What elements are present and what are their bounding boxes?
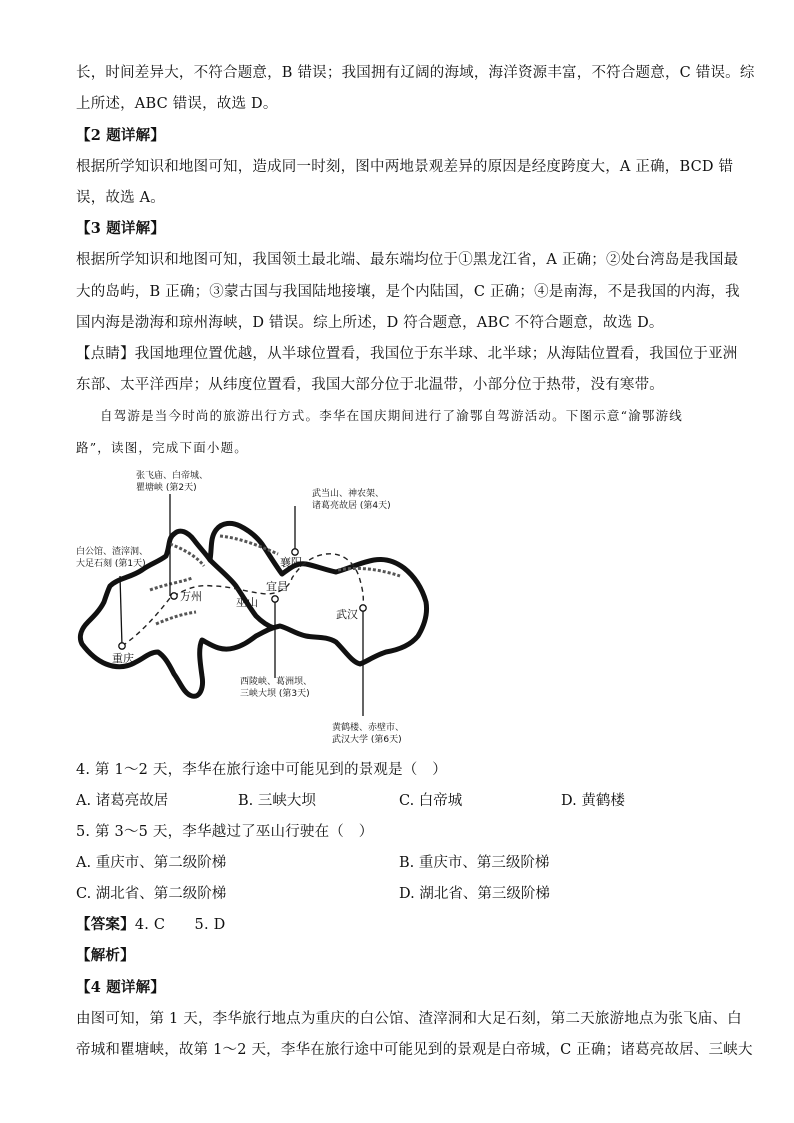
city-label-chongqing: 重庆 — [112, 652, 134, 665]
callout-day4: 诸葛亮故居 (第4天) — [312, 501, 391, 511]
city-marker-xiangyang — [292, 549, 298, 555]
question-intro: 自驾游是当今时尚的旅游出行方式。李华在国庆期间进行了渝鄂自驾游活动。下图示意“渝鄂游线 — [100, 408, 683, 423]
text-line: 根据所学知识和地图可知，我国领土最北端、最东端均位于①黑龙江省，A 正确；②处台湾岛是我国最 — [76, 252, 739, 268]
city-label-wushan: 巫山 — [236, 596, 258, 609]
text-line: 大的岛屿，B 正确；③蒙古国与我国陆地接壤，是个内陆国，C 正确；④是南海，不是我国的内海，我 — [76, 284, 740, 300]
option-5c: C. 湖北省、第二级阶梯 — [76, 886, 227, 902]
callout-day4: 武当山、神农架、 — [312, 489, 385, 499]
answer-label: 【答案】 — [76, 916, 135, 933]
callout-day6: 武汉大学 (第6天) — [332, 735, 402, 745]
text-line: 由图可知，第 1 天，李华旅行地点为重庆的白公馆、渣滓洞和大足石刻，第二天旅游地点为张飞庙、白 — [76, 1011, 742, 1027]
callout-day1: 白公馆、渣滓洞、 — [76, 547, 149, 557]
city-label-yichang: 宜昌 — [266, 580, 288, 593]
callout-day6: 黄鹤楼、赤壁市、 — [332, 723, 405, 733]
callout-day3: 西陵峡、葛洲坝、 — [240, 677, 313, 687]
answer-line — [76, 915, 718, 935]
city-marker-wuhan — [360, 605, 366, 611]
answer-value: 4. C 5. D — [134, 917, 226, 933]
option-5b: B. 重庆市、第三级阶梯 — [399, 855, 550, 871]
section-heading: 【4 题详解】 — [76, 979, 166, 996]
text-line: 根据所学知识和地图可知，造成同一时刻，图中两地景观差异的原因是经度跨度大，A 正确，BCD 错 — [76, 159, 734, 175]
text-line: 误，故选 A。 — [76, 190, 165, 206]
option-5a: A. 重庆市、第二级阶梯 — [76, 855, 227, 871]
text-line: 上所述，ABC 错误，故选 D。 — [76, 96, 278, 112]
section-heading: 【3 题详解】 — [76, 220, 166, 237]
option-5d: D. 湖北省、第三级阶梯 — [399, 886, 550, 902]
city-marker-chongqing — [119, 643, 125, 649]
question-4: 4. 第 1～2 天，李华在旅行途中可能见到的景观是（ ） — [76, 762, 447, 778]
city-label-xiangyang: 襄阳 — [280, 556, 302, 569]
option-4a: A. 诸葛亮故居 — [76, 793, 169, 809]
analysis-heading: 【解析】 — [76, 947, 135, 964]
text-line: 东部、太平洋西岸；从纬度位置看，我国大部分位于北温带，小部分位于热带，没有寒带。 — [76, 377, 664, 393]
option-4c: C. 白帝城 — [399, 793, 463, 809]
question-5: 5. 第 3～5 天，李华越过了巫山行驶在（ ） — [76, 824, 374, 840]
callout-day3: 三峡大坝 (第3天) — [240, 689, 310, 699]
section-heading: 【2 题详解】 — [76, 127, 166, 144]
text-line: 帝城和瞿塘峡，故第 1～2 天，李华在旅行途中可能见到的景观是白帝城，C 正确；诸葛亮故居、三峡大 — [76, 1042, 753, 1058]
route-map — [70, 466, 440, 748]
option-4d: D. 黄鹤楼 — [561, 793, 625, 809]
question-intro: 路”，读图，完成下面小题。 — [76, 440, 248, 455]
city-label-wuhan: 武汉 — [336, 608, 358, 621]
text-line: 长，时间差异大，不符合题意，B 错误；我国拥有辽阔的海域，海洋资源丰富，不符合题意，C 错误。综 — [76, 65, 755, 81]
text-line: 国内海是渤海和琼州海峡，D 错误。综上所述，D 符合题意，ABC 不符合题意，故选 D。 — [76, 315, 664, 331]
option-4b: B. 三峡大坝 — [238, 793, 316, 809]
city-label-wanzhou: 万州 — [180, 590, 202, 603]
tip-line: 【点睛】我国地理位置优越，从半球位置看，我国位于东半球、北半球；从海陆位置看，我国位于亚洲 — [76, 346, 738, 362]
callout-day1: 大足石刻 (第1天) — [76, 559, 146, 569]
city-marker-wanzhou — [171, 593, 177, 599]
callout-day2: 张飞庙、白帝城、 — [136, 471, 209, 481]
city-marker-yichang — [272, 596, 278, 602]
callout-day2: 瞿塘峡 (第2天) — [136, 483, 197, 493]
